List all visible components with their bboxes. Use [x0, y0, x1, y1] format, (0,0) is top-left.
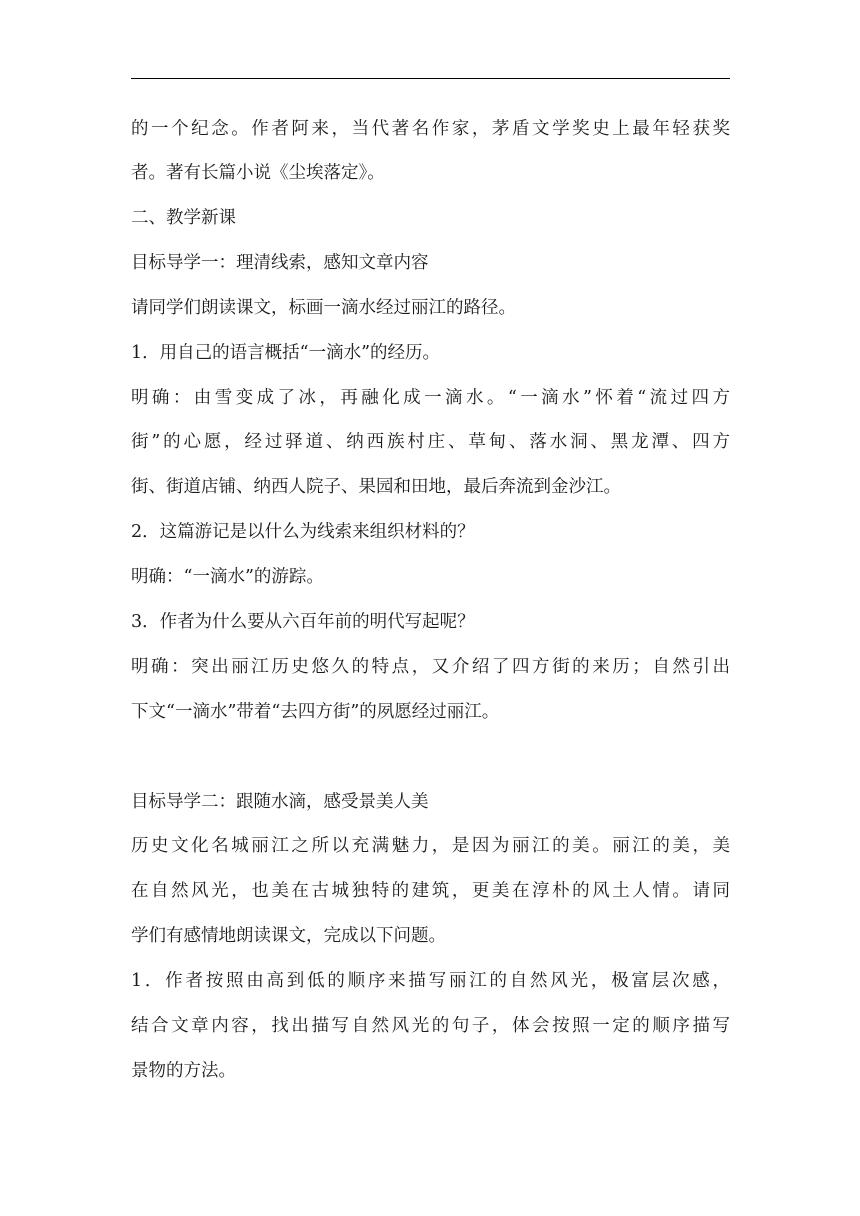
answer-line: 明确：“一滴水”的游踪。: [131, 567, 324, 587]
answer-line: 街”的心愿，经过驿道、纳西族村庄、草甸、落水洞、黑龙潭、四方: [131, 432, 730, 452]
subsection-heading: 目标导学一：理清线索，感知文章内容: [131, 253, 429, 273]
answer-line: 街、街道店铺、纳西人院子、果园和田地，最后奔流到金沙江。: [131, 477, 621, 497]
paragraph-line: 的一个纪念。作者阿来，当代著名作家，茅盾文学奖史上最年轻获奖: [131, 119, 730, 139]
question-line: 3．作者为什么要从六百年前的明代写起呢？: [131, 612, 475, 632]
paragraph-line: 者。著有长篇小说《尘埃落定》。: [131, 163, 385, 183]
section-heading: 二、教学新课: [131, 208, 236, 228]
answer-line: 明确：突出丽江历史悠久的特点，又介绍了四方街的来历；自然引出: [131, 657, 730, 677]
question-line: 1．作者按照由高到低的顺序来描写丽江的自然风光，极富层次感，: [131, 971, 730, 991]
paragraph-line: 历史文化名城丽江之所以充满魅力，是因为丽江的美。丽江的美，美: [131, 836, 730, 856]
question-line: 景物的方法。: [131, 1061, 236, 1081]
answer-line: 明确：由雪变成了冰，再融化成一滴水。“一滴水”怀着“流过四方: [131, 388, 730, 408]
subsection-heading: 目标导学二：跟随水滴，感受景美人美: [131, 792, 429, 812]
paragraph-line: 学们有感情地朗读课文，完成以下问题。: [131, 926, 446, 946]
question-line: 结合文章内容，找出描写自然风光的句子，体会按照一定的顺序描写: [131, 1016, 730, 1036]
paragraph-line: 请同学们朗读课文，标画一滴水经过丽江的路径。: [131, 298, 516, 318]
paragraph-line: 在自然风光，也美在古城独特的建筑，更美在淳朴的风土人情。请同: [131, 881, 730, 901]
question-line: 2．这篇游记是以什么为线索来组织材料的？: [131, 522, 475, 542]
answer-line: 下文“一滴水”带着“去四方街”的夙愿经过丽江。: [131, 702, 500, 722]
header-rule: [131, 78, 730, 79]
question-line: 1．用自己的语言概括“一滴水”的经历。: [131, 343, 441, 363]
